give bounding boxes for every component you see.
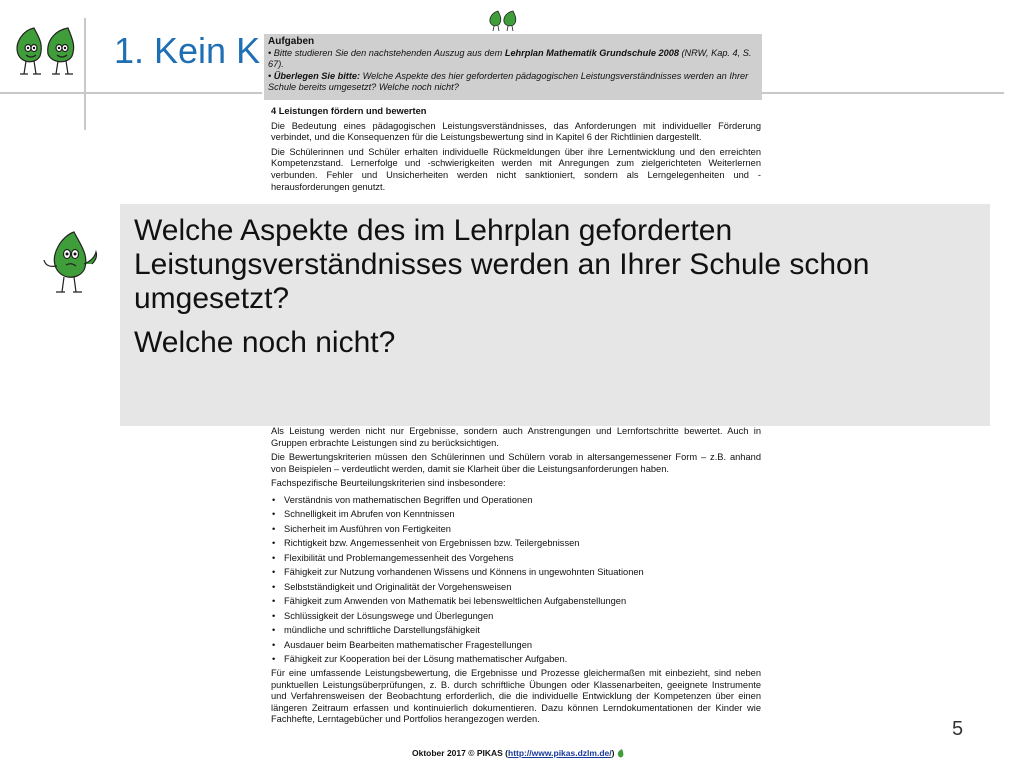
aufgaben-bullet: • Überlegen Sie bitte: Welche Aspekte des hier geforderten pädagogischen Leistungsverständnisses werden an Ihrer Schule bereits umgesetzt? Welche noch nicht?: [268, 70, 749, 92]
aufgaben-heading: Aufgaben: [268, 36, 315, 47]
aufgaben-bullet-bold: Lehrplan Mathematik Grundschule 2008: [504, 47, 679, 58]
list-item: • Fähigkeit zur Kooperation bei der Lösung mathematischer Aufgaben.: [271, 652, 761, 667]
footer-text: ): [611, 748, 615, 758]
title-vertical-line: [84, 18, 86, 130]
mascot-thinking-icon: [40, 228, 106, 298]
question-text: Welche Aspekte des im Lehrplan geforderten Leistungsverständnisses werden an Ihrer Schule schon umgesetzt?: [134, 214, 870, 315]
document-body-top: [271, 106, 761, 196]
question-box: [120, 204, 990, 426]
list-item: • Fähigkeit zum Anwenden von Mathematik bei lebensweltlichen Aufgabenstellungen: [271, 594, 761, 609]
list-item: • Selbstständigkeit und Originalität der Vorgehensweisen: [271, 580, 761, 595]
list-item: • Schlüssigkeit der Lösungswege und Überlegungen: [271, 609, 761, 624]
aufgaben-box: [264, 34, 762, 100]
aufgaben-bullet-bold: Überlegen Sie bitte:: [273, 70, 361, 81]
list-item: • Sicherheit im Ausführen von Fertigkeiten: [271, 522, 761, 537]
mascot-tiny-icon: [617, 749, 627, 758]
paragraph: Als Leistung werden nicht nur Ergebnisse, sondern auch Anstrengungen und Lernfortschritte bewertet. Auch in Gruppen erbrachte Leistungen sind zu berücksichtigen.: [271, 426, 761, 448]
slide-title: 1. Kein K: [114, 30, 261, 71]
footer-link[interactable]: http://www.pikas.dzlm.de/: [508, 748, 612, 758]
footer-text: Oktober 2017 © PIKAS (: [412, 748, 509, 758]
aufgaben-bullet-text: Welche Aspekte des hier geforderten pädagogischen Leistungsverständnisses werden an Ihrer Schule bereits umgesetzt? Welche noch nicht?: [268, 70, 749, 92]
list-item: • Verständnis von mathematischen Begriffen und Operationen: [271, 493, 761, 508]
aufgaben-bullet: • Bitte studieren Sie den nachstehenden Auszug aus dem Lehrplan Mathematik Grundschule 2008 (NRW, Kap. 4, S. 67).: [268, 47, 752, 69]
section-heading: 4 Leistungen fördern und bewerten: [271, 106, 427, 116]
list-item: • Flexibilität und Problemangemessenheit des Vorgehens: [271, 551, 761, 566]
paragraph: Fachspezifische Beurteilungskriterien sind insbesondere:: [271, 478, 506, 489]
list-item: • Fähigkeit zur Nutzung vorhandenen Wissens und Könnens in ungewohnten Situationen: [271, 565, 761, 580]
list-item: • Ausdauer beim Bearbeiten mathematischer Fragestellungen: [271, 638, 761, 653]
question-text-followup: Welche noch nicht?: [134, 326, 396, 359]
document-body-lower: [271, 426, 761, 729]
criteria-list: [271, 493, 761, 667]
paragraph: Die Bedeutung eines pädagogischen Leistungsverständnisses, das Anforderungen mit individueller Förderung verbindet, und die Konsequenzen für die Leistungsbewertung sind in Kapitel 6 der Richtlinien dargestellt.: [271, 120, 761, 143]
paragraph: Die Bewertungskriterien müssen den Schülerinnen und Schülern vorab in altersangemessener Form – z.B. anhand von Beispielen – verdeutlicht werden, damit sie Klarheit über die Leistungsanforderungen haben.: [271, 452, 761, 474]
document-footer: [412, 748, 627, 758]
mascot-pair-small-icon: [488, 10, 518, 32]
list-item: • Schnelligkeit im Abrufen von Kenntnissen: [271, 507, 761, 522]
mascot-pair-icon: [12, 24, 80, 80]
aufgaben-bullet-text: (NRW, Kap. 4, S. 67).: [268, 47, 752, 69]
paragraph: Die Schülerinnen und Schüler erhalten individuelle Rückmeldungen über ihre Lernentwicklung und den erreichten Kompetenzstand. Lernerfolge und -schwierigkeiten werden mit Anregungen zum zielgerichteten Weiterlernen verbunden. Fehler und Unsicherheiten werden nicht sanktioniert, sondern als Lerngelegenheiten und -herausforderungen genutzt.: [271, 146, 761, 192]
page-number: 5: [952, 718, 964, 740]
list-item: • Richtigkeit bzw. Angemessenheit von Ergebnissen bzw. Teilergebnissen: [271, 536, 761, 551]
list-item: • mündliche und schriftliche Darstellungsfähigkeit: [271, 623, 761, 638]
aufgaben-bullet-text: Bitte studieren Sie den nachstehenden Auszug aus dem: [273, 47, 505, 58]
paragraph: Für eine umfassende Leistungsbewertung, die Ergebnisse und Prozesse gleichermaßen mit einbezieht, sind neben punktuellen Leistungsüberprüfungen, z. B. durch schriftliche Übungen oder Klassenarbeiten, geeignete Instrumente und Verfahrensweisen der Beobachtung erforderlich, die die individuelle Entwicklung der Kompetenzen über einen längeren Zeitraum erfassen und kontinuierlich dokumentieren. Dazu können Lerndokumentationen der Kinder wie Fachhefte, Lerntagebücher und Portfolios herangezogen werden.: [271, 667, 761, 725]
